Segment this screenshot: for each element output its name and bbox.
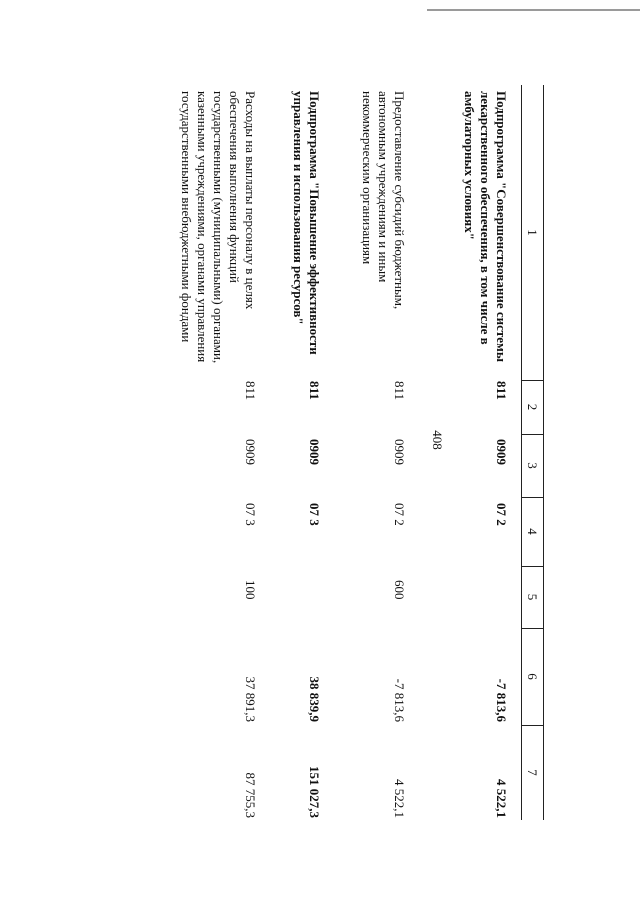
row-code-3: 0909: [243, 439, 258, 465]
row-code-3: 0909: [494, 439, 509, 465]
row-code-3: 0909: [392, 439, 407, 465]
budget-table: [91, 85, 544, 820]
row-description: Подпрограмма "Повышение эффективности управления и использования ресурсов": [291, 91, 322, 355]
header-col-3: 3: [525, 462, 540, 469]
row-value-7: 151 027,3: [307, 766, 322, 818]
row-description: Предоставление субсидий бюджетным, автономным учреждениям и иным некоммерческим организациям: [360, 91, 407, 310]
row-value-6: 38 839,9: [307, 676, 322, 722]
row-code-2: 811: [392, 381, 407, 401]
row-code-3: 0909: [307, 439, 322, 465]
header-bottom-border: [521, 85, 522, 820]
row-code-4: 07 3: [307, 503, 322, 526]
page-number: 408: [430, 430, 445, 450]
header-col-5: 5: [525, 593, 540, 601]
row-code-2: 811: [307, 381, 322, 400]
row-code-4: 07 3: [243, 503, 258, 526]
header-col-1: 1: [525, 229, 540, 236]
row-code-2: 811: [243, 381, 258, 401]
header-col-6: 6: [525, 673, 540, 680]
row-code-5: 600: [392, 580, 407, 600]
table-top-border: [543, 85, 544, 820]
row-value-7: 87 755,3: [243, 772, 258, 818]
header-col-4: 4: [525, 528, 540, 535]
scan-edge-line: [427, 9, 640, 11]
header-col-2: 2: [525, 403, 540, 411]
row-value-7: 4 522,1: [392, 779, 407, 818]
row-code-5: 100: [243, 580, 258, 600]
header-col-7: 7: [525, 769, 540, 776]
row-value-6: -7 813,6: [494, 678, 509, 722]
row-value-6: 37 891,3: [243, 676, 258, 722]
row-description: Расходы на выплаты персоналу в целях обеспечения выполнения функций государственными (муниципальными) органами, казенными учреждениями, органами управления государственными внебюджетными фондами: [179, 91, 258, 364]
row-code-4: 07 2: [392, 503, 407, 526]
row-value-7: 4 522,1: [494, 779, 509, 818]
row-description: Подпрограмма "Совершенствование системы лекарственного обеспечения, в том числе в амбулаторных условиях": [462, 91, 509, 363]
row-code-4: 07 2: [494, 503, 509, 526]
row-code-2: 811: [494, 381, 509, 400]
row-value-6: -7 813,6: [392, 678, 407, 722]
